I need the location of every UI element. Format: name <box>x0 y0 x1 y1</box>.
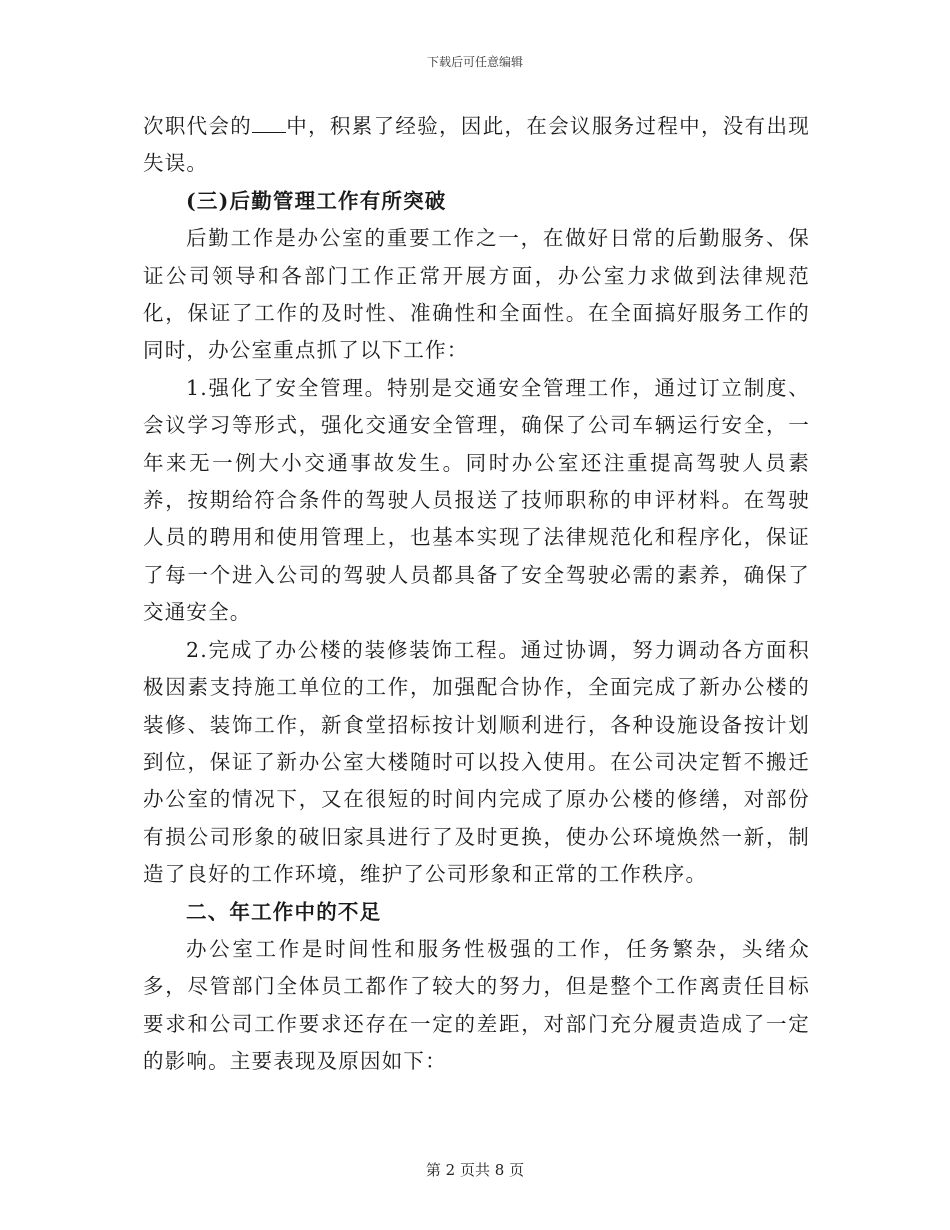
paragraph-shortcomings: 办公室工作是时间性和服务性极强的工作，任务繁杂，头绪众多，尽管部门全体员工都作了较大的努力，但是整个工作离责任目标要求和公司工作要求还存在一定的差距，对部门充分履责造成了一定的影响。主要表现及原因如下： <box>143 936 810 1074</box>
section-heading-shortcomings: 二、年工作中的不足 <box>186 899 382 924</box>
page-number: 第 2 页共 8 页 <box>425 1161 525 1179</box>
paragraph-continuation <box>143 108 810 183</box>
paragraph-safety-management: 1.强化了安全管理。特别是交通安全管理工作，通过订立制度、会议学习等形式，强化交通安全管理，确保了公司车辆运行安全，一年来无一例大小交通事故发生。同时办公室还注重提高驾驶人员素养，按期给符合条件的驾驶人员报送了技师职称的申评材料。在驾驶人员的聘用和使用管理上，也基本实现了法律规范化和程序化，保证了每一个进入公司的驾驶人员都具备了安全驾驶必需的素养，确保了交通安全。 <box>143 375 810 625</box>
page-header: 下载后可任意编辑 <box>426 55 523 69</box>
fill-in-blank <box>252 110 286 133</box>
paragraph-logistics-intro: 后勤工作是办公室的重要工作之一，在做好日常的后勤服务、保证公司领导和各部门工作正常开展方面，办公室力求做到法律规范化，保证了工作的及时性、准确性和全面性。在全面搞好服务工作的同时，办公室重点抓了以下工作： <box>143 226 810 363</box>
paragraph-office-renovation: 2.完成了办公楼的装修装饰工程。通过协调，努力调动各方面积极因素支持施工单位的工作，加强配合协作，全面完成了新办公楼的装修、装饰工作，新食堂招标按计划顺利进行，各种设施设备按计划到位，保证了新办公室大楼随时可以投入使用。在公司决定暂不搬迁办公室的情况下，又在很短的时间内完成了原办公楼的修缮，对部份有损公司形象的破旧家具进行了及时更换，使办公环境焕然一新，制造了良好的工作环境，维护了公司形象和正常的工作秩序。 <box>143 637 810 887</box>
paragraph-text-after-blank: 中，积累了经验，因此，在会议服务过程中，没有出现失误。 <box>143 114 810 176</box>
document-body <box>143 108 810 1081</box>
paragraph-text-before-blank: 次职代会的 <box>143 114 253 138</box>
section-heading-logistics: (三)后勤管理工作有所突破 <box>186 188 447 213</box>
